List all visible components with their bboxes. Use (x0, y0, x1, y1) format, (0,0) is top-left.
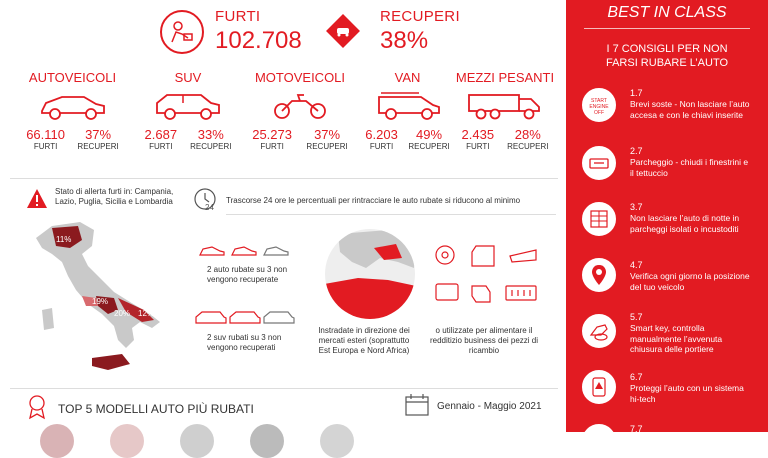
parking-grid-icon (582, 202, 616, 236)
tip-text: Brevi soste - Non lasciare l’auto accesa e con le chiavi inserite (630, 99, 750, 120)
tip-number: 3.7 (630, 202, 643, 212)
tip-number: 1.7 (630, 88, 643, 98)
wheel-icon (436, 246, 454, 264)
category-title: MOTOVEICOLI (254, 70, 346, 85)
battery-icon (506, 286, 536, 300)
recuperi-percent: 37% (85, 127, 112, 142)
category-title: MEZZI PESANTI (455, 70, 555, 85)
italy-map (22, 218, 172, 383)
start-engine-text: START ENGINE OFF (589, 98, 609, 116)
furti-sublabel: FURTI (33, 142, 58, 151)
italy-mainland (36, 222, 160, 348)
furti-sublabel: FURTI (260, 142, 284, 151)
door-icon (472, 246, 494, 266)
furti-count: 25.273 (252, 127, 292, 142)
motorcycle-icon (270, 89, 330, 121)
furti-label: FURTI (215, 8, 261, 25)
smart-key-icon (582, 314, 616, 348)
tip-number: 7.7 (630, 424, 643, 434)
model-thumb (110, 424, 144, 458)
car-icon (38, 89, 108, 121)
furti-count: 6.203 (365, 127, 398, 142)
recuperi-label: RECUPERI (380, 8, 460, 25)
engine-icon (472, 286, 490, 302)
mirror-icon (510, 250, 536, 262)
suv-stat-text: 2 suv rubati su 3 non vengono recuperati (207, 333, 282, 352)
suvs-row-icons (194, 309, 298, 327)
top5-title: TOP 5 MODELLI AUTO PIÙ RUBATI (58, 402, 254, 416)
recuperi-percent: 28% (514, 127, 541, 142)
categories-row (0, 70, 560, 170)
category-mezzi-pesanti (455, 70, 555, 151)
sidebar (566, 0, 768, 432)
suv-icon (153, 89, 223, 121)
furti-value: 102.708 (215, 27, 302, 54)
thief-icon (160, 10, 204, 54)
recuperi-percent: 37% (314, 127, 341, 142)
furti-sublabel: FURTI (466, 142, 490, 151)
furti-count: 2.687 (144, 127, 178, 142)
tip-number: 6.7 (630, 372, 643, 382)
auto-stat-text: 2 auto rubate su 3 non vengono recuperate (207, 265, 288, 284)
category-suv (138, 70, 238, 151)
sidebar-divider (584, 28, 750, 29)
recovered-car-icon (326, 14, 360, 48)
car-parts-icons (432, 244, 544, 313)
recuperi-sublabel: RECUPERI (306, 142, 348, 151)
divider (10, 388, 558, 389)
warning-icon (26, 188, 48, 215)
tip-number: 2.7 (630, 146, 643, 156)
period-text: Gennaio - Maggio 2021 (437, 401, 542, 412)
globe-map (318, 228, 422, 320)
furti-count: 66.110 (26, 127, 65, 142)
model-thumb (320, 424, 354, 458)
tip-number: 5.7 (630, 312, 643, 322)
sicilia-region (92, 354, 130, 370)
model-thumb (180, 424, 214, 458)
globe-text: Instradate in direzione dei mercati esteri (soprattutto Est Europa e Nord Africa) (318, 326, 410, 355)
recuperi-sublabel: RECUPERI (408, 142, 450, 151)
divider (226, 214, 556, 215)
tip-text: Proteggi l’auto con un sistema hi-tech (630, 383, 744, 404)
truck-icon (465, 89, 545, 121)
recuperi-sublabel: RECUPERI (190, 142, 232, 151)
dashboard-icon (436, 284, 458, 300)
clock-text: Trascorse 24 ore le percentuali per rintracciare le auto rubate si riducono al minimo (226, 196, 521, 205)
tip-text: Smart key, controlla manualmente l’avvenuta chiusura delle portiere (630, 323, 723, 354)
location-pin-icon (582, 258, 616, 292)
sidebar-title: BEST IN CLASS (607, 4, 727, 21)
recuperi-percent: 33% (197, 127, 224, 142)
alarm-device-icon (582, 370, 616, 404)
divider (10, 178, 558, 179)
category-title: SUV (174, 70, 202, 85)
map-label-campania: 19% (92, 297, 109, 306)
sardegna-region (42, 308, 54, 330)
map-label-sicilia: 11 (114, 371, 123, 380)
model-thumb (40, 424, 74, 458)
category-title: AUTOVEICOLI (28, 70, 117, 85)
alert-text: Stato di allerta furti in: Campania, Lazio, Puglia, Sicilia e Lombardia (55, 187, 174, 206)
tip-text: Parcheggio - chiudi i finestrini e il tettuccio (630, 157, 749, 178)
recuperi-percent: 49% (416, 127, 443, 142)
category-autoveicoli (20, 70, 125, 151)
map-label-lombardia: 11% (56, 235, 72, 244)
model-thumb (250, 424, 284, 458)
calendar-icon (404, 393, 430, 422)
start-engine-icon (582, 88, 616, 122)
category-title: VAN (394, 70, 421, 85)
tip-text: Verifica ogni giorno la posizione del tuo veicolo (630, 271, 750, 292)
furti-sublabel: FURTI (149, 142, 173, 151)
parts-text: o utilizzate per alimentare il redditizio business dei pezzi di ricambio (429, 326, 539, 355)
recuperi-value: 38% (380, 27, 429, 54)
tip-text: Non lasciare l’auto di notte in parcheggi isolati o incustoditi (630, 213, 740, 234)
award-icon (26, 394, 48, 425)
map-label-puglia-a: 20% (114, 309, 131, 318)
sidebar-subtitle: I 7 CONSIGLI PER NON FARSI RUBARE L’AUTO (605, 43, 729, 69)
furti-count: 2.435 (461, 127, 495, 142)
tip-number: 4.7 (630, 260, 643, 270)
category-van (360, 70, 455, 151)
window-icon (582, 146, 616, 180)
furti-sublabel: FURTI (369, 142, 394, 151)
van-icon (373, 89, 443, 121)
recuperi-sublabel: RECUPERI (77, 142, 119, 151)
cars-row-icons (198, 243, 294, 259)
map-label-puglia-b: 12% (138, 309, 155, 318)
tip-seven-icon (582, 424, 616, 458)
clock-badge: 24 (205, 203, 214, 212)
category-motoveicoli (245, 70, 355, 151)
recuperi-sublabel: RECUPERI (507, 142, 549, 151)
